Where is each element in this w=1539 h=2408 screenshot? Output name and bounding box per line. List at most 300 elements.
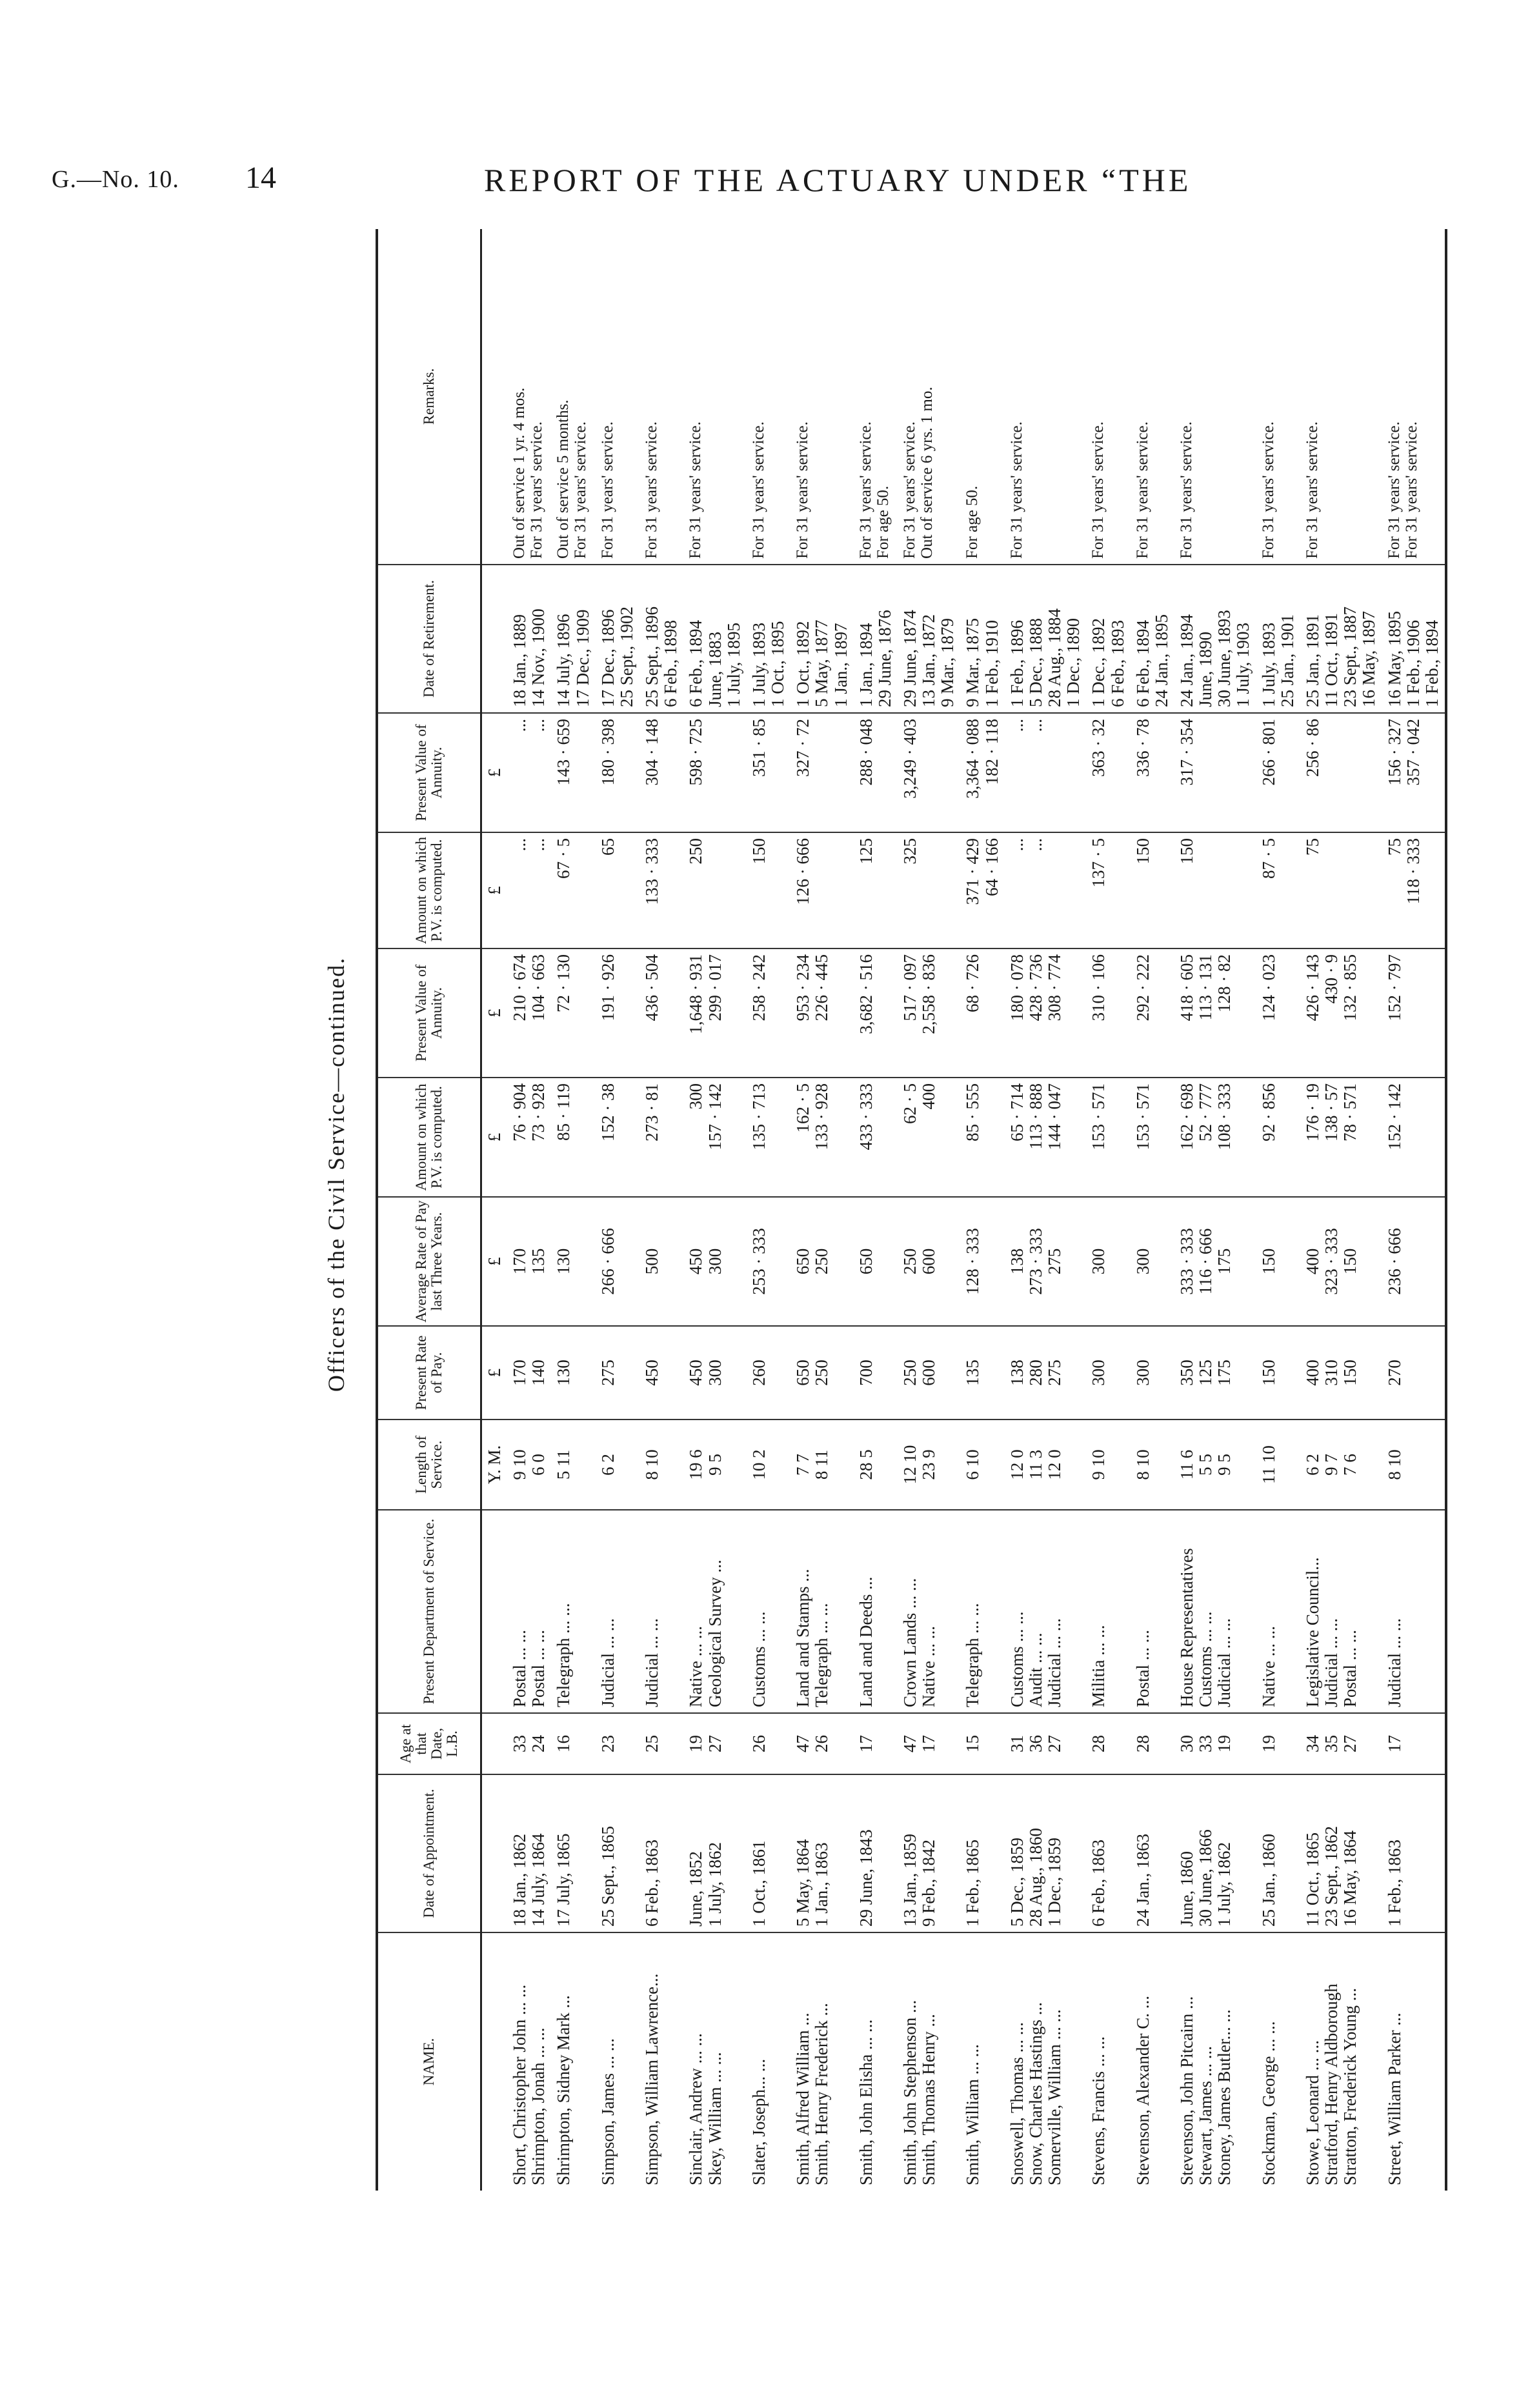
- cell-line: 17 July, 1865: [554, 1833, 574, 1927]
- cell-line: 23: [598, 1735, 618, 1752]
- cell-line: ...: [1025, 719, 1045, 732]
- unit-pound: £: [481, 1197, 508, 1326]
- cell-line: 9 5: [705, 1454, 725, 1476]
- cell-line: 36: [1025, 1735, 1045, 1752]
- cell-line: 1,648 · 931: [686, 954, 706, 1034]
- cell-line: For 31 years' service.: [1303, 421, 1321, 559]
- cell-amount-pv-2: [1131, 832, 1174, 948]
- cell-line: Smith, William ... ...: [963, 2044, 983, 2185]
- cell-line: Shrimpton, Sidney Mark ...: [554, 1995, 574, 2185]
- cell-line: Postal ... ...: [510, 1629, 530, 1707]
- cell-line: 1 Jan., 1894: [856, 623, 876, 707]
- cell-line: ...: [1025, 838, 1045, 852]
- cell-pv-annuity-2: [1256, 713, 1300, 832]
- cell-line: 15: [963, 1735, 983, 1752]
- cell-line: Smith, Henry Frederick ...: [812, 2003, 832, 2185]
- cell-department: [960, 1510, 1004, 1713]
- cell-amount-pv-1: [854, 1078, 898, 1197]
- table-row: [1382, 229, 1446, 2191]
- cell-length-service: [1174, 1420, 1256, 1510]
- cell-line: 85 · 119: [554, 1083, 574, 1141]
- cell-average-rate: [747, 1197, 790, 1326]
- cell-average-rate: [790, 1197, 853, 1326]
- unit-cell: [481, 565, 508, 713]
- cell-average-rate: [960, 1197, 1004, 1326]
- cell-line: 182 · 118: [981, 719, 1001, 785]
- cell-pv-annuity-2: [747, 713, 790, 832]
- cell-length-service: [1086, 1420, 1130, 1510]
- cell-line: 157 · 142: [705, 1083, 725, 1150]
- cell-line: 256 · 86: [1302, 719, 1322, 777]
- cell-amount-pv-1: [1256, 1078, 1300, 1197]
- cell-line: 113 · 131: [1196, 954, 1216, 1021]
- cell-line: 8 10: [1132, 1449, 1152, 1480]
- cell-line: 28 5: [856, 1449, 876, 1480]
- cell-line: For 31 years' service.: [749, 421, 767, 559]
- cell-line: 17 Dec., 1909: [572, 609, 592, 707]
- cell-date-appointment: [854, 1774, 898, 1932]
- cell-remarks: [790, 229, 853, 565]
- cell-line: 323 · 333: [1322, 1228, 1342, 1295]
- cell-amount-pv-2: [854, 832, 898, 948]
- cell-name: [1131, 1932, 1174, 2191]
- cell-pv-annuity-1: [790, 948, 853, 1078]
- cell-age: [596, 1713, 639, 1774]
- cell-age: [790, 1713, 853, 1774]
- cell-line: Native ... ...: [686, 1626, 706, 1707]
- cell-date-appointment: [551, 1774, 595, 1932]
- cell-date-appointment: [1300, 1774, 1382, 1932]
- cell-line: 104 · 663: [528, 954, 548, 1021]
- cell-line: 11 10: [1258, 1445, 1278, 1484]
- cell-line: 9 10: [1089, 1449, 1109, 1480]
- cell-amount-pv-2: [790, 832, 853, 948]
- cell-length-service: [960, 1420, 1004, 1510]
- cell-line: 75: [1384, 838, 1404, 856]
- table-row: [854, 229, 898, 2191]
- cell-line: 3,249 · 403: [900, 719, 920, 799]
- cell-age: [1256, 1713, 1300, 1774]
- cell-line: 1 July, 1893: [1258, 622, 1278, 707]
- cell-pv-annuity-1: [1256, 948, 1300, 1078]
- cell-pv-annuity-2: [639, 713, 683, 832]
- col-amount-pv-2: Amount on which P.V. is computed.: [377, 832, 481, 948]
- cell-line: Militia ... ...: [1089, 1625, 1109, 1707]
- cell-line: 650: [793, 1360, 813, 1386]
- cell-line: 1 Dec., 1890: [1063, 618, 1083, 707]
- cell-line: Out of service 5 months.: [554, 399, 572, 559]
- cell-line: 6 Feb., 1894: [686, 620, 706, 707]
- cell-line: 75: [1302, 838, 1322, 856]
- cell-line: 300: [1132, 1248, 1152, 1275]
- cell-present-rate: [507, 1326, 551, 1420]
- cell-line: 18 Jan., 1862: [510, 1834, 530, 1927]
- cell-line: 14 July, 1896: [554, 614, 574, 707]
- cell-line: 6 10: [963, 1449, 983, 1480]
- cell-department: [551, 1510, 595, 1713]
- cell-line: Slater, Joseph... ...: [749, 2058, 769, 2185]
- unit-pound: £: [481, 713, 508, 832]
- cell-line: For 31 years' service.: [1402, 421, 1420, 559]
- cell-present-rate: [790, 1326, 853, 1420]
- cell-line: 135: [528, 1248, 548, 1275]
- cell-date-retirement: [1086, 565, 1130, 713]
- cell-length-service: [1256, 1420, 1300, 1510]
- cell-amount-pv-2: [596, 832, 639, 948]
- cell-amount-pv-2: [639, 832, 683, 948]
- cell-line: For 31 years' service.: [598, 421, 616, 559]
- cell-line: Shrimpton, Jonah ... ...: [528, 2027, 548, 2185]
- unit-cell: [481, 229, 508, 565]
- col-amount-pv-1: Amount on which P.V. is computed.: [377, 1078, 481, 1197]
- cell-line: 1 Oct., 1895: [768, 621, 788, 707]
- cell-remarks: [1256, 229, 1300, 565]
- cell-line: 300: [1089, 1360, 1109, 1386]
- cell-present-rate: [683, 1326, 746, 1420]
- cell-line: 16 May, 1895: [1384, 611, 1404, 707]
- cell-line: 275: [1045, 1248, 1065, 1275]
- cell-line: 953 · 234: [793, 954, 813, 1021]
- table-row: [1174, 229, 1256, 2191]
- cell-length-service: [1131, 1420, 1174, 1510]
- cell-line: 300: [705, 1248, 725, 1275]
- cell-line: Telegraph ... ...: [963, 1603, 983, 1707]
- cell-line: Land and Deeds ...: [856, 1576, 876, 1707]
- cell-line: 250: [900, 1248, 920, 1275]
- cell-line: 19: [1214, 1735, 1234, 1752]
- cell-amount-pv-1: [898, 1078, 960, 1197]
- cell-pv-annuity-1: [1086, 948, 1130, 1078]
- cell-line: 135: [963, 1360, 983, 1386]
- cell-line: 19: [686, 1735, 706, 1752]
- cell-pv-annuity-1: [1005, 948, 1087, 1078]
- cell-present-rate: [854, 1326, 898, 1420]
- units-row: [481, 229, 508, 2191]
- civil-service-table: [376, 229, 1447, 2191]
- cell-line: Telegraph ... ...: [554, 1603, 574, 1707]
- cell-line: Judicial ... ...: [598, 1618, 618, 1707]
- cell-line: 170: [510, 1248, 530, 1275]
- cell-remarks: [639, 229, 683, 565]
- cell-remarks: [1086, 229, 1130, 565]
- cell-date-appointment: [1256, 1774, 1300, 1932]
- cell-line: 5 Dec., 1888: [1025, 618, 1045, 707]
- cell-line: ...: [1007, 719, 1027, 732]
- cell-line: 13 Jan., 1872: [919, 614, 939, 707]
- cell-line: Stevenson, Alexander C. ...: [1132, 1996, 1152, 2185]
- cell-line: Native ... ...: [919, 1626, 939, 1707]
- cell-line: 11 3: [1025, 1449, 1045, 1480]
- table-row: [898, 229, 960, 2191]
- cell-date-appointment: [683, 1774, 746, 1932]
- cell-line: 363 · 32: [1089, 719, 1109, 777]
- cell-line: House Representatives: [1177, 1548, 1196, 1707]
- cell-line: 428 · 736: [1025, 954, 1045, 1021]
- cell-line: Stowe, Leonard ... ...: [1302, 2040, 1322, 2185]
- cell-line: ...: [510, 719, 530, 732]
- cell-amount-pv-2: [1256, 832, 1300, 948]
- cell-remarks: [683, 229, 746, 565]
- cell-pv-annuity-2: [960, 713, 1004, 832]
- cell-remarks: [1005, 229, 1087, 565]
- cell-line: 400: [919, 1083, 939, 1110]
- page-number: 14: [245, 161, 276, 195]
- cell-line: For 31 years' service.: [900, 421, 918, 559]
- cell-line: 700: [856, 1360, 876, 1386]
- cell-pv-annuity-2: [1005, 713, 1087, 832]
- cell-date-retirement: [1300, 565, 1382, 713]
- cell-line: 47: [900, 1735, 920, 1752]
- cell-line: 125: [856, 838, 876, 865]
- cell-date-retirement: [1131, 565, 1174, 713]
- cell-name: [639, 1932, 683, 2191]
- table-row: [683, 229, 746, 2191]
- cell-remarks: [1300, 229, 1382, 565]
- cell-age: [551, 1713, 595, 1774]
- cell-department: [1174, 1510, 1256, 1713]
- cell-line: 1 Oct., 1892: [793, 621, 813, 707]
- cell-remarks: [898, 229, 960, 565]
- cell-name: [1005, 1932, 1087, 2191]
- cell-amount-pv-2: [898, 832, 960, 948]
- cell-line: 78 · 571: [1340, 1083, 1360, 1141]
- cell-line: 191 · 926: [598, 954, 618, 1021]
- cell-amount-pv-2: [960, 832, 1004, 948]
- cell-line: 87 · 5: [1258, 838, 1278, 879]
- cell-line: 1 Feb., 1894: [1422, 620, 1442, 707]
- cell-line: 1 July, 1893: [749, 622, 769, 707]
- cell-line: 26: [749, 1735, 769, 1752]
- cell-line: ...: [1007, 838, 1027, 852]
- unit-cell: [481, 1774, 508, 1932]
- cell-line: 118 · 333: [1403, 838, 1423, 905]
- cell-line: June, 1860: [1177, 1851, 1196, 1927]
- cell-present-rate: [1382, 1326, 1446, 1420]
- cell-pv-annuity-1: [1300, 948, 1382, 1078]
- cell-amount-pv-2: [1300, 832, 1382, 948]
- cell-average-rate: [551, 1197, 595, 1326]
- cell-line: For 31 years' service.: [1133, 421, 1151, 559]
- table-row: [1005, 229, 1087, 2191]
- cell-line: 153 · 571: [1132, 1083, 1152, 1150]
- cell-amount-pv-2: [747, 832, 790, 948]
- cell-present-rate: [596, 1326, 639, 1420]
- cell-line: 24: [528, 1735, 548, 1752]
- cell-line: Out of service 6 yrs. 1 mo.: [918, 386, 936, 559]
- cell-line: 34: [1302, 1735, 1322, 1752]
- cell-line: Crown Lands ... ...: [900, 1578, 920, 1707]
- cell-line: 14 July, 1864: [528, 1833, 548, 1927]
- cell-line: 170: [510, 1360, 530, 1386]
- cell-line: 357 · 042: [1403, 719, 1423, 786]
- cell-present-rate: [898, 1326, 960, 1420]
- cell-line: 175: [1214, 1360, 1234, 1386]
- cell-line: 28: [1132, 1735, 1152, 1752]
- cell-line: 152 · 142: [1384, 1083, 1404, 1150]
- cell-line: 13 Jan., 1859: [900, 1834, 920, 1927]
- cell-average-rate: [507, 1197, 551, 1326]
- cell-line: 65: [598, 838, 618, 856]
- cell-date-retirement: [639, 565, 683, 713]
- cell-line: 130: [554, 1360, 574, 1386]
- cell-line: Land and Stamps ...: [793, 1569, 813, 1707]
- cell-line: Short, Christopher John ... ...: [510, 1984, 530, 2185]
- cell-age: [960, 1713, 1004, 1774]
- cell-line: 33: [1196, 1735, 1216, 1752]
- cell-line: Snoswell, Thomas ... ...: [1007, 2022, 1027, 2185]
- cell-line: 25 Sept., 1865: [598, 1825, 618, 1927]
- cell-line: 5 May, 1877: [812, 619, 832, 707]
- cell-line: 130: [554, 1248, 574, 1275]
- cell-line: June, 1852: [686, 1851, 706, 1927]
- cell-line: Smith, Thomas Henry ...: [919, 2014, 939, 2185]
- cell-present-rate: [1300, 1326, 1382, 1420]
- cell-average-rate: [1382, 1197, 1446, 1326]
- cell-line: 132 · 855: [1340, 954, 1360, 1021]
- cell-line: 1 July, 1862: [1214, 1841, 1234, 1927]
- cell-line: 162 · 698: [1177, 1083, 1196, 1150]
- cell-pv-annuity-2: [1382, 713, 1446, 832]
- cell-amount-pv-2: [1174, 832, 1256, 948]
- cell-line: 47: [793, 1735, 813, 1752]
- cell-line: 23 9: [919, 1449, 939, 1480]
- cell-pv-annuity-1: [854, 948, 898, 1078]
- cell-line: 14 Nov., 1900: [528, 608, 548, 707]
- cell-line: 3,364 · 088: [963, 719, 983, 799]
- cell-line: 8 10: [642, 1449, 662, 1480]
- cell-date-appointment: [1005, 1774, 1087, 1932]
- cell-remarks: [1382, 229, 1446, 565]
- cell-line: 250: [812, 1360, 832, 1386]
- cell-line: Skey, William ... ...: [705, 2052, 725, 2185]
- cell-date-appointment: [1174, 1774, 1256, 1932]
- cell-line: 1 Dec., 1859: [1045, 1838, 1065, 1927]
- cell-line: Customs ... ...: [1196, 1611, 1216, 1707]
- cell-line: Geological Survey ...: [705, 1560, 725, 1707]
- unit-cell: [481, 1932, 508, 2191]
- cell-line: ...: [510, 838, 530, 852]
- cell-pv-annuity-2: [1300, 713, 1382, 832]
- cell-pv-annuity-1: [1131, 948, 1174, 1078]
- cell-department: [1005, 1510, 1087, 1713]
- cell-name: [683, 1932, 746, 2191]
- cell-department: [1086, 1510, 1130, 1713]
- cell-line: 1 Jan., 1863: [812, 1842, 832, 1927]
- cell-line: For 31 years' service.: [1385, 421, 1403, 559]
- cell-line: 27: [1340, 1735, 1360, 1752]
- cell-present-rate: [960, 1326, 1004, 1420]
- cell-department: [898, 1510, 960, 1713]
- cell-line: Stevenson, John Pitcairn ...: [1177, 1996, 1196, 2185]
- cell-line: 300: [705, 1360, 725, 1386]
- cell-line: 152 · 38: [598, 1083, 618, 1141]
- cell-line: Simpson, William Lawrence...: [642, 1973, 662, 2185]
- cell-pv-annuity-1: [683, 948, 746, 1078]
- cell-line: 25 Jan., 1891: [1302, 614, 1322, 707]
- unit-cell: [481, 1713, 508, 1774]
- cell-line: 28: [1089, 1735, 1109, 1752]
- cell-line: 3,682 · 516: [856, 954, 876, 1034]
- cell-line: 17: [919, 1735, 939, 1752]
- cell-length-service: [1382, 1420, 1446, 1510]
- cell-department: [639, 1510, 683, 1713]
- cell-date-retirement: [854, 565, 898, 713]
- cell-line: 430 · 9: [1322, 954, 1342, 1004]
- cell-line: 310: [1322, 1360, 1342, 1386]
- cell-line: Stevens, Francis ... ...: [1089, 2036, 1109, 2185]
- cell-line: 210 · 674: [510, 954, 530, 1021]
- cell-line: 310 · 106: [1089, 954, 1109, 1021]
- cell-date-retirement: [507, 565, 551, 713]
- cell-date-appointment: [507, 1774, 551, 1932]
- cell-amount-pv-2: [507, 832, 551, 948]
- table-row: [1131, 229, 1174, 2191]
- col-date-retirement: Date of Retirement.: [377, 565, 481, 713]
- cell-line: 426 · 143: [1302, 954, 1322, 1021]
- cell-average-rate: [854, 1197, 898, 1326]
- cell-line: 180 · 078: [1007, 954, 1027, 1021]
- cell-age: [507, 1713, 551, 1774]
- cell-line: 5 May, 1864: [793, 1839, 813, 1927]
- cell-amount-pv-2: [1086, 832, 1130, 948]
- cell-amount-pv-1: [1382, 1078, 1446, 1197]
- cell-line: 24 Jan., 1894: [1177, 614, 1196, 707]
- cell-pv-annuity-1: [898, 948, 960, 1078]
- cell-line: 260: [749, 1360, 769, 1386]
- cell-line: 30 June, 1866: [1196, 1829, 1216, 1927]
- cell-line: 27: [705, 1735, 725, 1752]
- cell-line: 300: [686, 1083, 706, 1110]
- cell-amount-pv-1: [1131, 1078, 1174, 1197]
- cell-remarks: [551, 229, 595, 565]
- cell-line: Street, William Parker ...: [1384, 2012, 1404, 2185]
- cell-line: 28 Aug., 1884: [1045, 608, 1065, 707]
- cell-line: 433 · 333: [856, 1083, 876, 1150]
- cell-name: [1174, 1932, 1256, 2191]
- unit-pound: £: [481, 948, 508, 1078]
- cell-age: [1086, 1713, 1130, 1774]
- cell-line: 600: [919, 1248, 939, 1275]
- cell-line: 6 Feb., 1863: [1089, 1840, 1109, 1927]
- cell-pv-annuity-2: [854, 713, 898, 832]
- cell-pv-annuity-1: [596, 948, 639, 1078]
- cell-line: 650: [793, 1248, 813, 1275]
- cell-line: 336 · 78: [1132, 719, 1152, 777]
- cell-age: [1300, 1713, 1382, 1774]
- table-row: [790, 229, 853, 2191]
- cell-line: 226 · 445: [812, 954, 832, 1021]
- cell-line: 270: [1384, 1360, 1404, 1386]
- cell-line: 23 Sept., 1887: [1340, 606, 1360, 707]
- cell-length-service: [507, 1420, 551, 1510]
- cell-age: [898, 1713, 960, 1774]
- cell-line: Judicial ... ...: [642, 1618, 662, 1707]
- cell-age: [1131, 1713, 1174, 1774]
- cell-date-retirement: [1256, 565, 1300, 713]
- cell-name: [551, 1932, 595, 2191]
- cell-line: 250: [812, 1248, 832, 1275]
- cell-line: 9 Mar., 1875: [963, 618, 983, 707]
- cell-line: 124 · 023: [1258, 954, 1278, 1021]
- cell-line: Judicial ... ...: [1214, 1618, 1234, 1707]
- cell-line: 65 · 714: [1007, 1083, 1027, 1141]
- cell-line: For 31 years' service.: [794, 421, 812, 559]
- col-department: Present Department of Service.: [377, 1510, 481, 1713]
- cell-line: Customs ... ...: [749, 1611, 769, 1707]
- cell-line: 12 0: [1007, 1449, 1027, 1480]
- cell-date-retirement: [747, 565, 790, 713]
- table-row: [596, 229, 639, 2191]
